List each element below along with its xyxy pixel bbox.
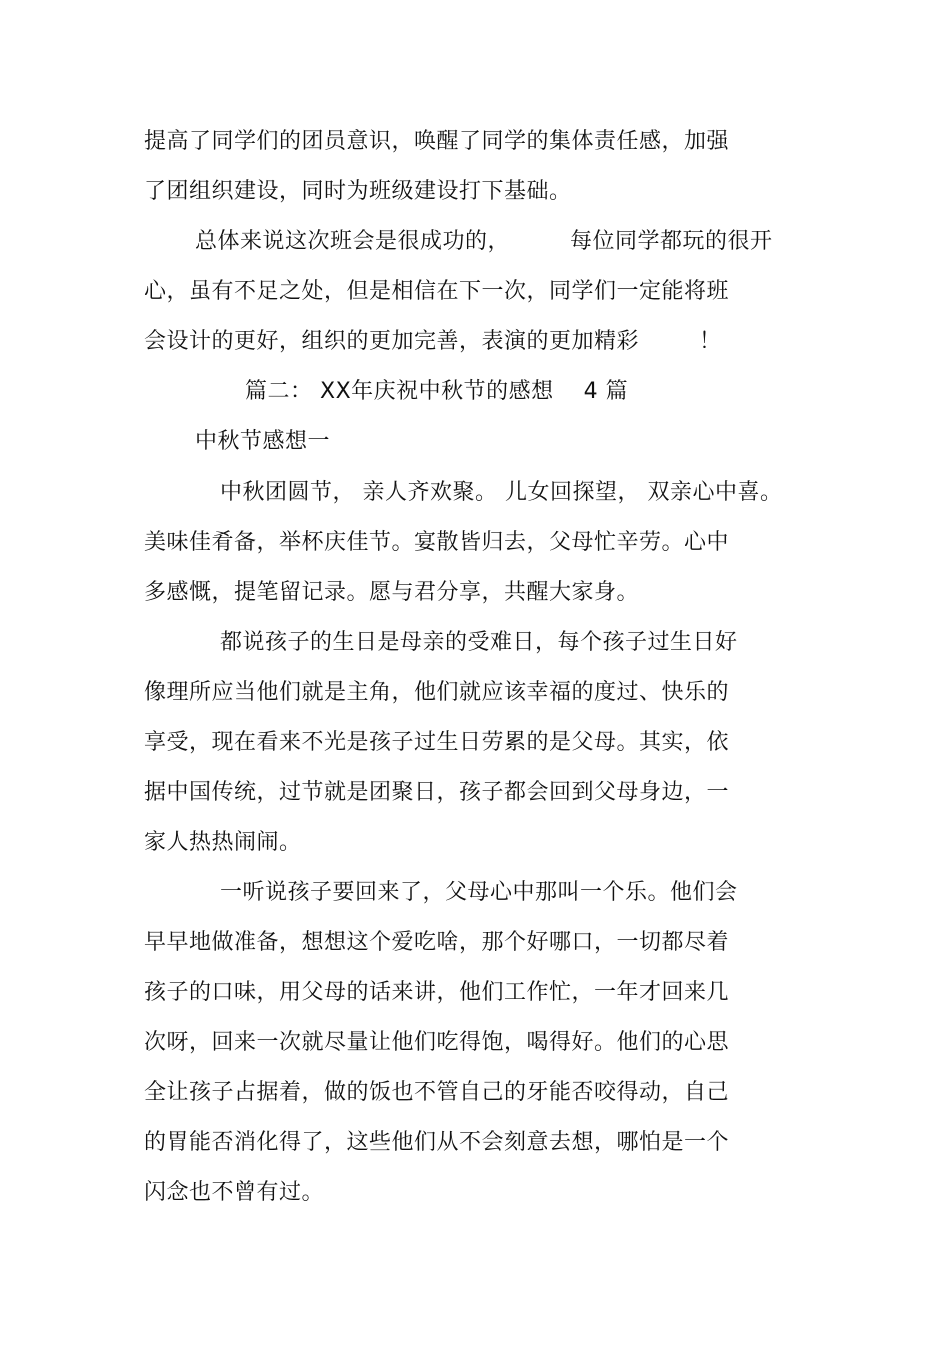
- text-line: 美味佳肴备，举杯庆佳节。宴散皆归去，父母忙辛劳。心中: [144, 530, 730, 555]
- text-line: 据中国传统，过节就是团聚日，孩子都会回到父母身边，一: [144, 780, 730, 805]
- text-line: 提高了同学们的团员意识，唤醒了同学的集体责任感，加强: [144, 129, 730, 154]
- text-line: 次呀，回来一次就尽量让他们吃得饱，喝得好。他们的心思: [144, 1030, 730, 1055]
- text-line: 家人热热闹闹。: [144, 830, 302, 855]
- section-heading: 篇二： XX年庆祝中秋节的感想 4 篇: [245, 379, 629, 404]
- text-line: 全让孩子占据着，做的饭也不管自己的牙能否咬得动，自己: [144, 1080, 730, 1105]
- text-line: 中秋团圆节， 亲人齐欢聚。 儿女回探望， 双亲心中喜。: [220, 480, 783, 505]
- text-line: 心，虽有不足之处，但是相信在下一次，同学们一定能将班: [144, 279, 730, 304]
- text-line: 的胃能否消化得了，这些他们从不会刻意去想，哪怕是一个: [144, 1130, 730, 1155]
- text-line: 了团组织建设，同时为班级建设打下基础。: [144, 179, 572, 204]
- text-line: 像理所应当他们就是主角，他们就应该幸福的度过、快乐的: [144, 680, 730, 705]
- subheading: 中秋节感想一: [195, 429, 331, 454]
- text-line: 孩子的口味，用父母的话来讲，他们工作忙，一年才回来几: [144, 980, 730, 1005]
- text-line: 会设计的更好，组织的更加完善，表演的更加精彩 ！: [144, 329, 722, 354]
- text-line: 总体来说这次班会是很成功的， 每位同学都玩的很开: [195, 229, 773, 254]
- text-line: 多感慨，提笔留记录。愿与君分享，共醒大家身。: [144, 580, 640, 605]
- text-line: 一听说孩子要回来了，父母心中那叫一个乐。他们会: [220, 880, 738, 905]
- text-line: 享受，现在看来不光是孩子过生日劳累的是父母。其实，依: [144, 730, 730, 755]
- text-line: 早早地做准备，想想这个爱吃啥，那个好哪口，一切都尽着: [144, 930, 730, 955]
- text-line: 闪念也不曾有过。: [144, 1180, 325, 1205]
- text-line: 都说孩子的生日是母亲的受难日，每个孩子过生日好: [220, 630, 738, 655]
